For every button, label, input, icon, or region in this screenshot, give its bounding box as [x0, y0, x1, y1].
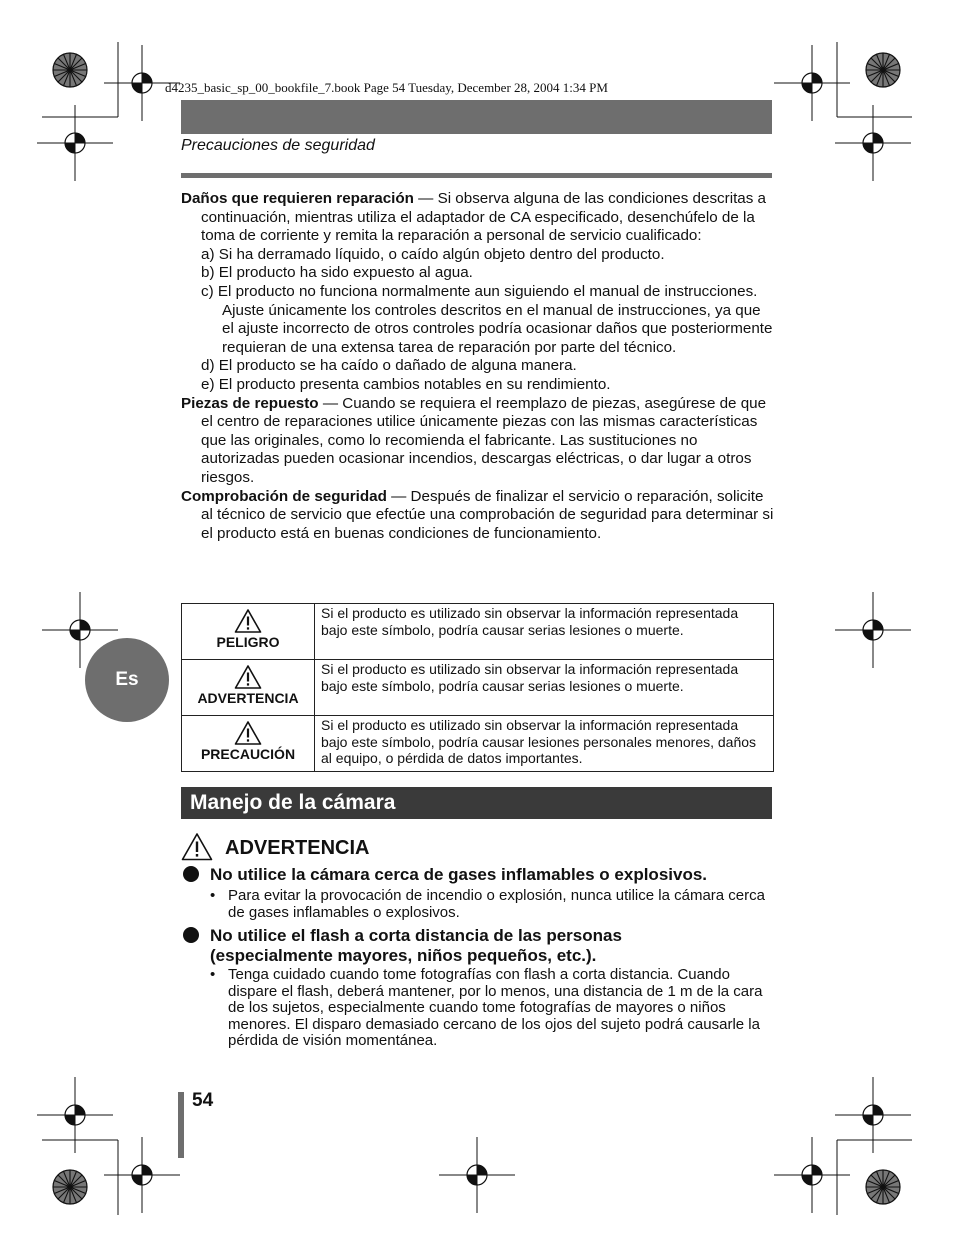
- paragraph-parts: [181, 395, 776, 488]
- text-damage: — Si observa alguna de las condiciones descritas a continuación, mientras utiliza el adaptador de CA especificado, desenchúfelo de la toma de corriente y remita la reparación a personal de servicio cualificado:: [201, 190, 766, 245]
- table-row: [182, 716, 774, 772]
- warning-triangle-icon: [234, 608, 262, 634]
- list-text: El producto ha sido expuesto al agua.: [218, 264, 473, 282]
- bullet-icon: [183, 927, 199, 943]
- list-marker: e): [201, 375, 215, 393]
- section-heading: Manejo de la cámara: [181, 787, 772, 819]
- symbol-cell: [182, 660, 315, 716]
- list-item: [181, 376, 776, 395]
- list-marker: a): [201, 245, 215, 263]
- list-text: El producto no funciona normalmente aun siguiendo el manual de instrucciones. Ajuste únicamente los controles descritos en el manual de instrucciones, ya que el ajuste incorrecto de otros controles podría ocasionar daños que posteriormente requieran de una extensa tarea de reparación por parte del técnico.: [217, 282, 773, 356]
- list-item: [181, 246, 776, 265]
- warning-triangle-icon: [181, 832, 213, 862]
- table-row: [182, 660, 774, 716]
- symbol-label: ADVERTENCIA: [197, 690, 299, 706]
- note-bullet: •: [210, 966, 216, 983]
- list-item: [181, 357, 776, 376]
- symbol-cell: [182, 604, 315, 660]
- note-bullet: •: [210, 887, 216, 904]
- symbol-label: PRECAUCIÓN: [200, 746, 296, 762]
- warning-symbols-table: [181, 603, 774, 772]
- list-marker: d): [201, 357, 215, 375]
- advertencia-title: ADVERTENCIA: [225, 837, 370, 859]
- term-parts: Piezas de repuesto: [181, 394, 319, 412]
- symbol-description: Si el producto es utilizado sin observar la información representada bajo este símbolo, podría causar serias lesiones o muerte.: [315, 604, 774, 660]
- list-text: Si ha derramado líquido, o caído algún objeto dentro del producto.: [218, 245, 665, 263]
- text-parts: — Cuando se requiera el reemplazo de piezas, asegúrese de que el centro de reparaciones utilice únicamente piezas con las mismas características que las originales, como lo recomienda el fabricante. Las sustituciones no autorizadas pueden ocasionar incendios, descargas eléctricas, o dar lugar a otros riesgos.: [201, 394, 767, 486]
- table-row: [182, 604, 774, 660]
- paragraph-damage: [181, 190, 776, 246]
- text-check: — Después de finalizar el servicio o reparación, solicite al técnico de servicio que efectúe una comprobación de seguridad para determinar si el producto está en buenas condiciones de funcionamiento.: [201, 487, 774, 542]
- symbol-label: PELIGRO: [216, 634, 280, 650]
- paragraph-check: [181, 488, 776, 544]
- warning-note: Para evitar la provocación de incendio o explosión, nunca utilice la cámara cerca de gases inflamables o explosivos.: [228, 887, 765, 921]
- list-item: [181, 283, 776, 357]
- body-text: [181, 190, 776, 543]
- list-text: El producto presenta cambios notables en su rendimiento.: [218, 375, 611, 393]
- header-bar: [181, 100, 772, 134]
- warning-note: Tenga cuidado cuando tome fotografías con flash a corta distancia. Cuando dispare el flash, deberá mantener, por lo menos, una distancia de 1 m de la cara de los sujetos, especialmente cuando tome fotografías de mayores o niños menores. El disparo demasiado cercano de los ojos del sujeto podrá causarle la pérdida de visión momentánea.: [228, 966, 763, 1050]
- list-item: [181, 264, 776, 283]
- header-rule: [181, 173, 772, 178]
- section-title: Precauciones de seguridad: [181, 137, 375, 154]
- term-damage: Daños que requieren reparación: [181, 190, 414, 207]
- language-tab: Es: [85, 638, 169, 722]
- term-check: Comprobación de seguridad: [181, 487, 387, 505]
- warning-heading: No utilice el flash a corta distancia de las personas (especialmente mayores, niños pequeños, etc.).: [210, 926, 622, 965]
- list-text: El producto se ha caído o dañado de alguna manera.: [218, 357, 577, 375]
- print-header: d4235_basic_sp_00_bookfile_7.book Page 54 Tuesday, December 28, 2004 1:34 PM: [165, 80, 608, 95]
- list-marker: c): [201, 282, 214, 300]
- page-number-bar: [178, 1092, 184, 1158]
- list-marker: b): [201, 264, 215, 282]
- symbol-description: Si el producto es utilizado sin observar la información representada bajo este símbolo, podría causar lesiones personales menores, daños al equipo, o pérdida de datos importantes.: [315, 716, 774, 772]
- warning-triangle-icon: [234, 720, 262, 746]
- warning-triangle-icon: [234, 664, 262, 690]
- warning-heading: No utilice la cámara cerca de gases inflamables o explosivos.: [210, 865, 708, 884]
- page-number: 54: [192, 1090, 214, 1111]
- symbol-description: Si el producto es utilizado sin observar la información representada bajo este símbolo, podría causar serias lesiones o muerte.: [315, 660, 774, 716]
- symbol-cell: [182, 716, 315, 772]
- bullet-icon: [183, 866, 199, 882]
